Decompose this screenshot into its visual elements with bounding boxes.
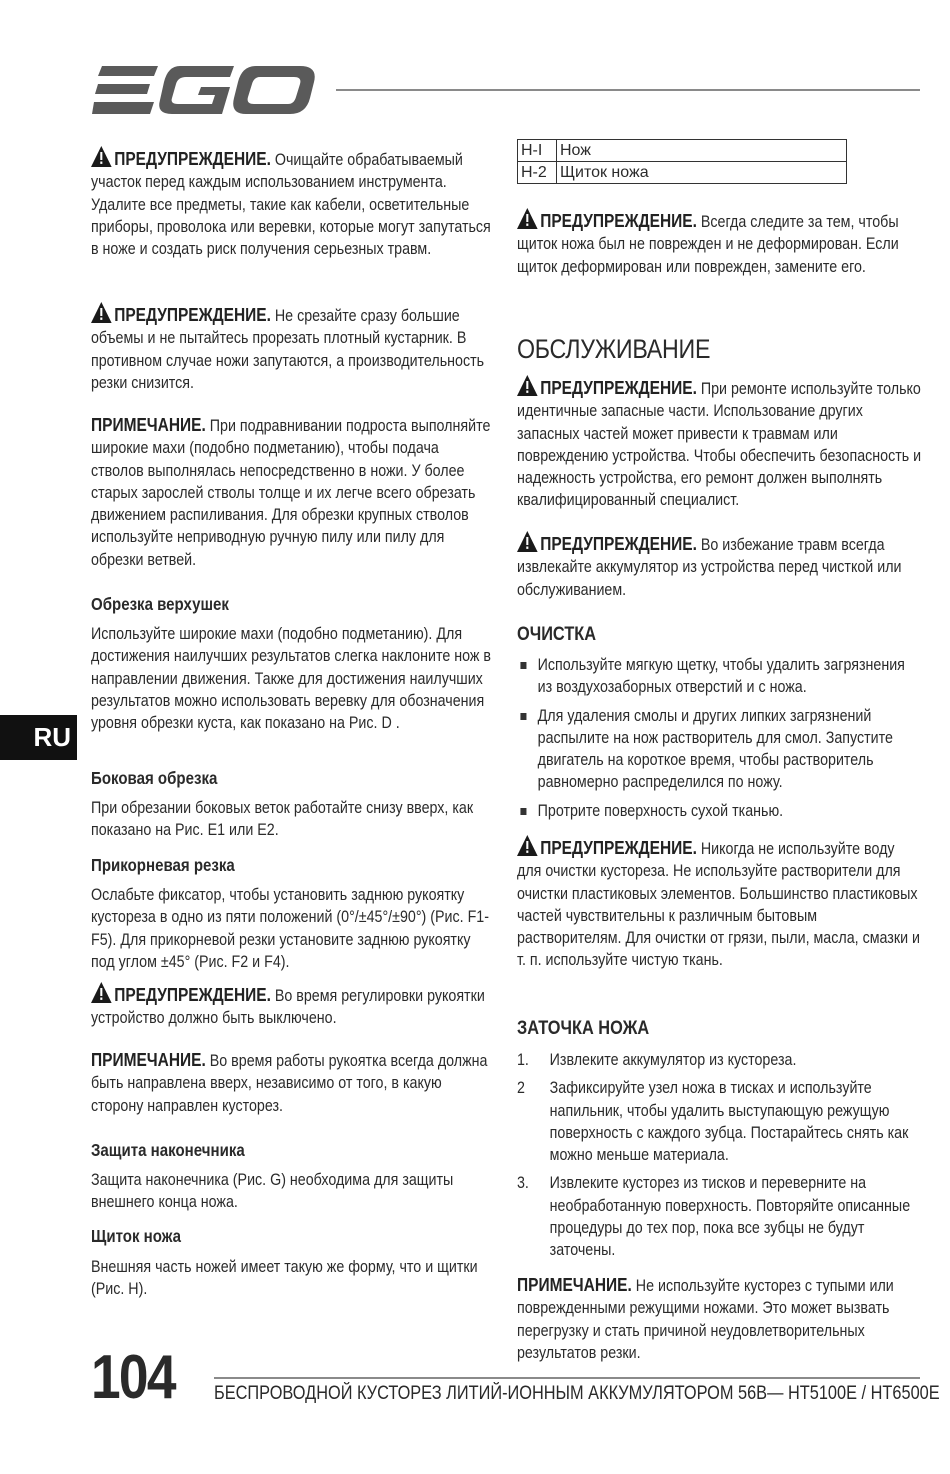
heading-blade-guard: Щиток ножа (91, 1226, 181, 1246)
warning-text: Всегда следите за тем, чтобы щиток ножа был не поврежден и не деформирован. Если щиток деформирован или поврежден, замените его. (517, 212, 899, 276)
warning-title: ПРЕДУПРЕЖДЕНИЕ. (540, 378, 697, 398)
warning-title: ПРЕДУПРЕЖДЕНИЕ. (114, 149, 271, 169)
list-item: Протрите поверхность сухой тканью. (517, 800, 921, 822)
step-text: Извлеките аккумулятор из кустореза. (549, 1050, 797, 1069)
text-ground-cutting: Ослабьте фиксатор, чтобы установить заднюю рукоятку кустореза в одно из пяти положений (0°/±45°/±90°) (Рис. F1-F5). Для прикорневой резки установите заднюю рукоятку под углом ±45° (Рис. F2 и F4). (91, 885, 489, 971)
heading-sharpening: ЗАТОЧКА НОЖА (517, 1018, 650, 1039)
warning-text: Очищайте обрабатываемый участок перед каждым использованием инструмента. Удалите все предметы, такие как кабели, осветительные приборы, проволока или веревки, которые могут запутаться в ноже и создать риск получения серьезных травм. (91, 150, 491, 259)
section-title-maintenance: ОБСЛУЖИВАНИЕ (517, 334, 711, 364)
warning-icon (517, 208, 538, 229)
list-item: Для удаления смолы и других липких загрязнений распылите на нож растворитель для смол. Запустите двигатель на короткое время, чтобы растворитель равномерно распределился по ножу. (517, 705, 921, 794)
warning-title: ПРЕДУПРЕЖДЕНИЕ. (114, 985, 271, 1005)
ego-logo (92, 64, 316, 116)
warning-remove-battery (517, 531, 921, 601)
part-code: H-2 (518, 162, 557, 184)
warning-icon (91, 146, 112, 167)
step-number: 1. (517, 1050, 529, 1069)
note-trimming (91, 414, 495, 571)
part-name: Нож (557, 140, 847, 162)
footer-rule (214, 1377, 920, 1379)
warning-text: Не срезайте сразу большие объемы и не пытайтесь прорезать плотный кустарник. В противном случае ножи запутаются, а производительность резки снизится. (91, 306, 485, 392)
warning-icon (91, 982, 112, 1003)
cleaning-list-wrap (517, 654, 921, 828)
warning-title: ПРЕДУПРЕЖДЕНИЕ. (540, 211, 697, 231)
warning-blade-guard (517, 208, 921, 278)
header-rule (336, 89, 920, 91)
table-row (518, 162, 847, 184)
sharpening-steps-wrap (517, 1049, 921, 1268)
heading-ground-cutting: Прикорневая резка (91, 855, 235, 875)
heading-side-trimming: Боковая обрезка (91, 768, 218, 788)
language-tab: RU (0, 715, 77, 760)
note-handle-up (91, 1049, 495, 1117)
list-item (517, 1049, 921, 1071)
warning-text: Во избежание травм всегда извлекайте аккумулятор из устройства перед чисткой или обслуживанием. (517, 535, 902, 599)
list-item: Используйте мягкую щетку, чтобы удалить загрязнения из воздухозаборных отверстий и с ножа. (517, 654, 921, 699)
list-item (517, 1077, 921, 1166)
footer-title: БЕСПРОВОДНОЙ КУСТОРЕЗ ЛИТИЙ-ИОННЫМ АККУМУЛЯТОРОМ 56В— HT5100E / HT6500E (214, 1383, 940, 1404)
part-code: H-I (518, 140, 557, 162)
warning-text: Никогда не используйте воду для очистки кустореза. Не используйте растворители для очистки пластиковых элементов. Большинство пластиковых частей чувствительны к различным бытовым растворителям. Для очистки от грязи, пыли, масла, смазки и т. п. используйте чистую ткань. (517, 839, 921, 970)
list-item (517, 1172, 921, 1261)
warning-no-overcut (91, 302, 495, 394)
warning-title: ПРЕДУПРЕЖДЕНИЕ. (540, 838, 697, 858)
warning-title: ПРЕДУПРЕЖДЕНИЕ. (114, 305, 271, 325)
step-text: Извлеките кусторез из тисков и переверните на необработанную поверхность. Повторяйте описанные процедуры до тех пор, пока все зубцы не будут заточены. (549, 1173, 911, 1260)
warning-icon (517, 531, 538, 552)
heading-tip-protector: Защита наконечника (91, 1140, 245, 1160)
text-side-trimming: При обрезании боковых веток работайте снизу вверх, как показано на Рис. E1 или E2. (91, 798, 474, 840)
step-number: 2 (517, 1078, 525, 1098)
cleaning-list (517, 654, 921, 822)
step-number: 3. (517, 1173, 529, 1193)
text-top-trimming: Используйте широкие махи (подобно подметанию). Для достижения наилучших результатов слегка наклоните нож в направлении движения. Также для достижения наилучших результатов можно использовать веревку для обозначения уровня обрезки куста, как показано на Рис. D . (91, 624, 492, 733)
warning-icon (517, 375, 538, 396)
warning-text: При ремонте используйте только идентичные запасные части. Использование других запасных частей может привести к травмам или повреждению устройства. Чтобы обеспечить безопасность и надежность устройства, его ремонт должен выполнять квалифицированный специалист. (517, 379, 922, 510)
warning-icon (517, 835, 538, 856)
table-row (518, 140, 847, 162)
note-text: При подравнивании подроста выполняйте широкие махи (подобно подметанию), чтобы подача стволов выполнялась непосредственно в ножи. У более старых зарослей стволы толще и их легче всего обрезать движением распиливания. Для обрезки крупных стволов используйте неприводную ручную пилу или пилу для обрезки ветвей. (91, 416, 491, 569)
note-title: ПРИМЕЧАНИЕ. (91, 415, 206, 435)
warning-clear-area (91, 146, 495, 260)
warning-title: ПРЕДУПРЕЖДЕНИЕ. (540, 534, 697, 554)
step-text: Зафиксируйте узел ножа в тисках и используйте напильник, чтобы удалить выступающую режущую поверхность с каждого зубца. Постарайтесь снять как можно меньше материала. (549, 1078, 909, 1165)
warning-text: Во время регулировки рукоятки устройство должно быть выключено. (91, 986, 485, 1028)
warning-icon (91, 302, 112, 323)
text-blade-guard: Внешняя часть ножей имеет такую же форму, что и щитки (Рис. H). (91, 1257, 478, 1299)
heading-top-trimming: Обрезка верхушек (91, 594, 229, 614)
note-text: Во время работы рукоятка всегда должна быть направлена вверх, независимо от того, в какую сторону направлен кусторез. (91, 1051, 488, 1115)
parts-table (517, 139, 847, 184)
note-text: Не используйте кусторез с тупыми или поврежденными режущими ножами. Это может вызвать перегрузку и стать причиной неудовлетворительных результатов резки. (517, 1276, 894, 1362)
part-name: Щиток ножа (557, 162, 847, 184)
sharpening-steps (517, 1049, 921, 1262)
note-dull-blades (517, 1274, 921, 1364)
text-tip-protector: Защита наконечника (Рис. G) необходима для защиты внешнего конца ножа. (91, 1170, 454, 1212)
warning-spare-parts (517, 375, 921, 512)
warning-handle-adjust (91, 982, 495, 1030)
note-title: ПРИМЕЧАНИЕ. (517, 1275, 632, 1295)
page-number: 104 (91, 1343, 175, 1412)
warning-no-water (517, 835, 921, 972)
heading-cleaning: ОЧИСТКА (517, 624, 597, 645)
note-title: ПРИМЕЧАНИЕ. (91, 1050, 206, 1070)
